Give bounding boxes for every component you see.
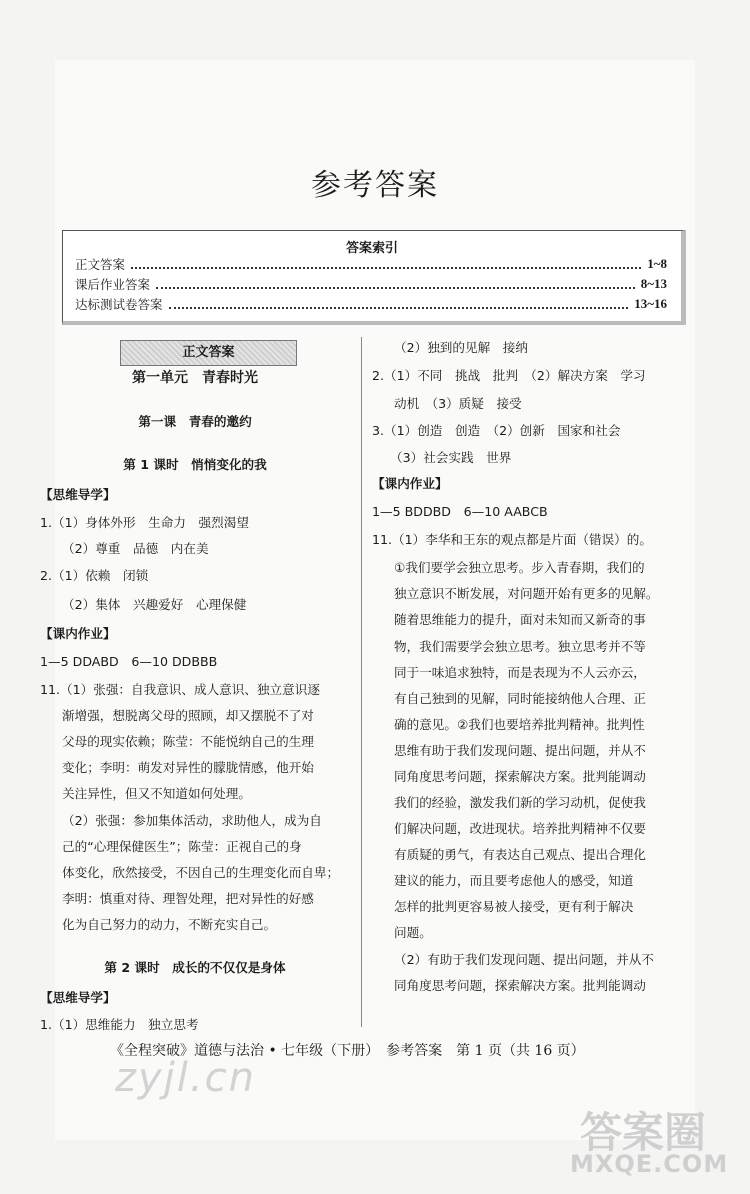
watermark-daanquan: 答案圈 [580,1108,707,1157]
index-heading: 答案索引 [345,241,398,256]
answer-line: 同于一味追求独特，而是表现为不人云亦云， [394,665,646,680]
answer-line: 11.（1）李华和王东的观点都是片面（错误）的。 [372,532,652,547]
index-row [75,255,667,273]
answer-line: 随着思维能力的提升，面对未知而又新奇的事 [394,612,646,627]
index-row-label: 课后作业答案 [75,277,151,292]
answer-line: 动机 （3）质疑 接受 [394,396,522,411]
answer-line: 1—5 DDABD 6—10 DDBBB [40,654,218,669]
answer-line: 有质疑的勇气，有表达自己观点、提出合理化 [394,847,646,862]
answer-line: 渐增强，想脱离父母的照顾，却又摆脱不了对 [62,708,314,723]
answer-line: 有自己独到的见解，同时能接纳他人合理、正 [394,691,646,706]
section-label: 【课内作业】 [372,476,448,491]
section-label: 【思维导学】 [40,487,116,502]
answer-line: 确的意见。②我们也要培养批判精神。批判性 [394,717,645,732]
answer-line: 物，我们需要学会独立思考。独立思考并不等 [394,639,646,654]
section-banner: 正文答案 [120,340,297,366]
index-row [75,275,667,293]
unit-heading: 第一单元 青春时光 [132,370,258,386]
answer-index-box [62,230,686,325]
answer-line: ①我们要学会独立思考。步入青春期，我们的 [394,560,645,575]
answer-line: 独立意识不断发展，对问题开始有更多的见解。 [394,586,659,601]
answer-line: 11.（1）张强：自我意识、成人意识、独立意识逐 [40,682,320,697]
answer-line: （2）集体 兴趣爱好 心理保健 [62,597,247,612]
answer-line: （3）社会实践 世界 [390,450,512,465]
index-row-pages: 1~8 [647,256,667,271]
index-leader-dots [169,299,629,309]
watermark-zyjl: zyjl.cn [115,1055,256,1101]
answer-line: 1.（1）身体外形 生命力 强烈渴望 [40,515,249,530]
period-heading: 第 1 课时 悄悄变化的我 [123,457,267,472]
index-row [75,295,667,313]
page-title: 参考答案 [311,168,439,203]
answer-line: 同角度思考问题，探索解决方案。批判能调动 [394,769,646,784]
answer-line: 关注异性，但又不知道如何处理。 [62,786,251,801]
answer-line: 怎样的批判更容易被人接受，更有利于解决 [394,899,634,914]
answer-line: （2）独到的见解 接纳 [394,340,528,355]
answer-line: 问题。 [394,925,432,940]
index-row-pages: 13~16 [634,296,667,311]
index-row-label: 达标测试卷答案 [75,297,163,312]
index-row-pages: 8~13 [640,276,667,291]
answer-line: 变化；李明：萌发对异性的朦胧情感，他开始 [62,760,314,775]
answer-line: 李明：慎重对待、理智处理，把对异性的好感 [62,891,314,906]
answer-line: 1.（1）思维能力 独立思考 [40,1017,199,1032]
answer-line: （2）张强：参加集体活动，求助他人，成为自 [62,813,322,828]
answer-line: 我们的经验，激发我们新的学习动机，促使我 [394,795,646,810]
section-label: 【思维导学】 [40,990,116,1005]
answer-line: 们解决问题，改进现状。培养批判精神不仅要 [394,821,646,836]
lesson-heading: 第一课 青春的邀约 [138,414,252,429]
answer-line: 2.（1）不同 挑战 批判 （2）解决方案 学习 [372,368,646,383]
answer-line: 体变化，欣然接受，不因自己的生理变化而自卑； [62,865,340,880]
answer-line: 父母的现实依赖；陈莹：不能悦纳自己的生理 [62,734,314,749]
answer-line: （2）有助于我们发现问题、提出问题，并从不 [394,952,654,967]
index-row-label: 正文答案 [75,257,126,272]
answer-line: 己的“心理保健医生”；陈莹：正视自己的身 [62,839,302,854]
answer-line: 化为自己努力的动力，不断充实自己。 [62,917,277,932]
answer-line: 建议的能力，而且要考虑他人的感受，知道 [394,873,634,888]
answer-line: 2.（1）依赖 闭锁 [40,568,149,583]
index-leader-dots [156,279,635,289]
index-leader-dots [131,259,641,269]
column-divider [361,337,362,1027]
watermark-mxqe: MXQE.COM [570,1150,729,1178]
answer-line: 1—5 BDDBD 6—10 AABCB [372,504,548,519]
answer-line: 同角度思考问题，探索解决方案。批判能调动 [394,978,646,993]
period-heading: 第 2 课时 成长的不仅仅是身体 [104,960,286,975]
answer-line: 思维有助于我们发现问题、提出问题，并从不 [394,743,646,758]
section-label: 【课内作业】 [40,626,116,641]
answer-line: （2）尊重 品德 内在美 [62,541,209,556]
page-footer: 《全程突破》道德与法治 • 七年级（下册） 参考答案 第 1 页（共 16 页） [110,1043,585,1059]
answer-line: 3.（1）创造 创造 （2）创新 国家和社会 [372,423,621,438]
